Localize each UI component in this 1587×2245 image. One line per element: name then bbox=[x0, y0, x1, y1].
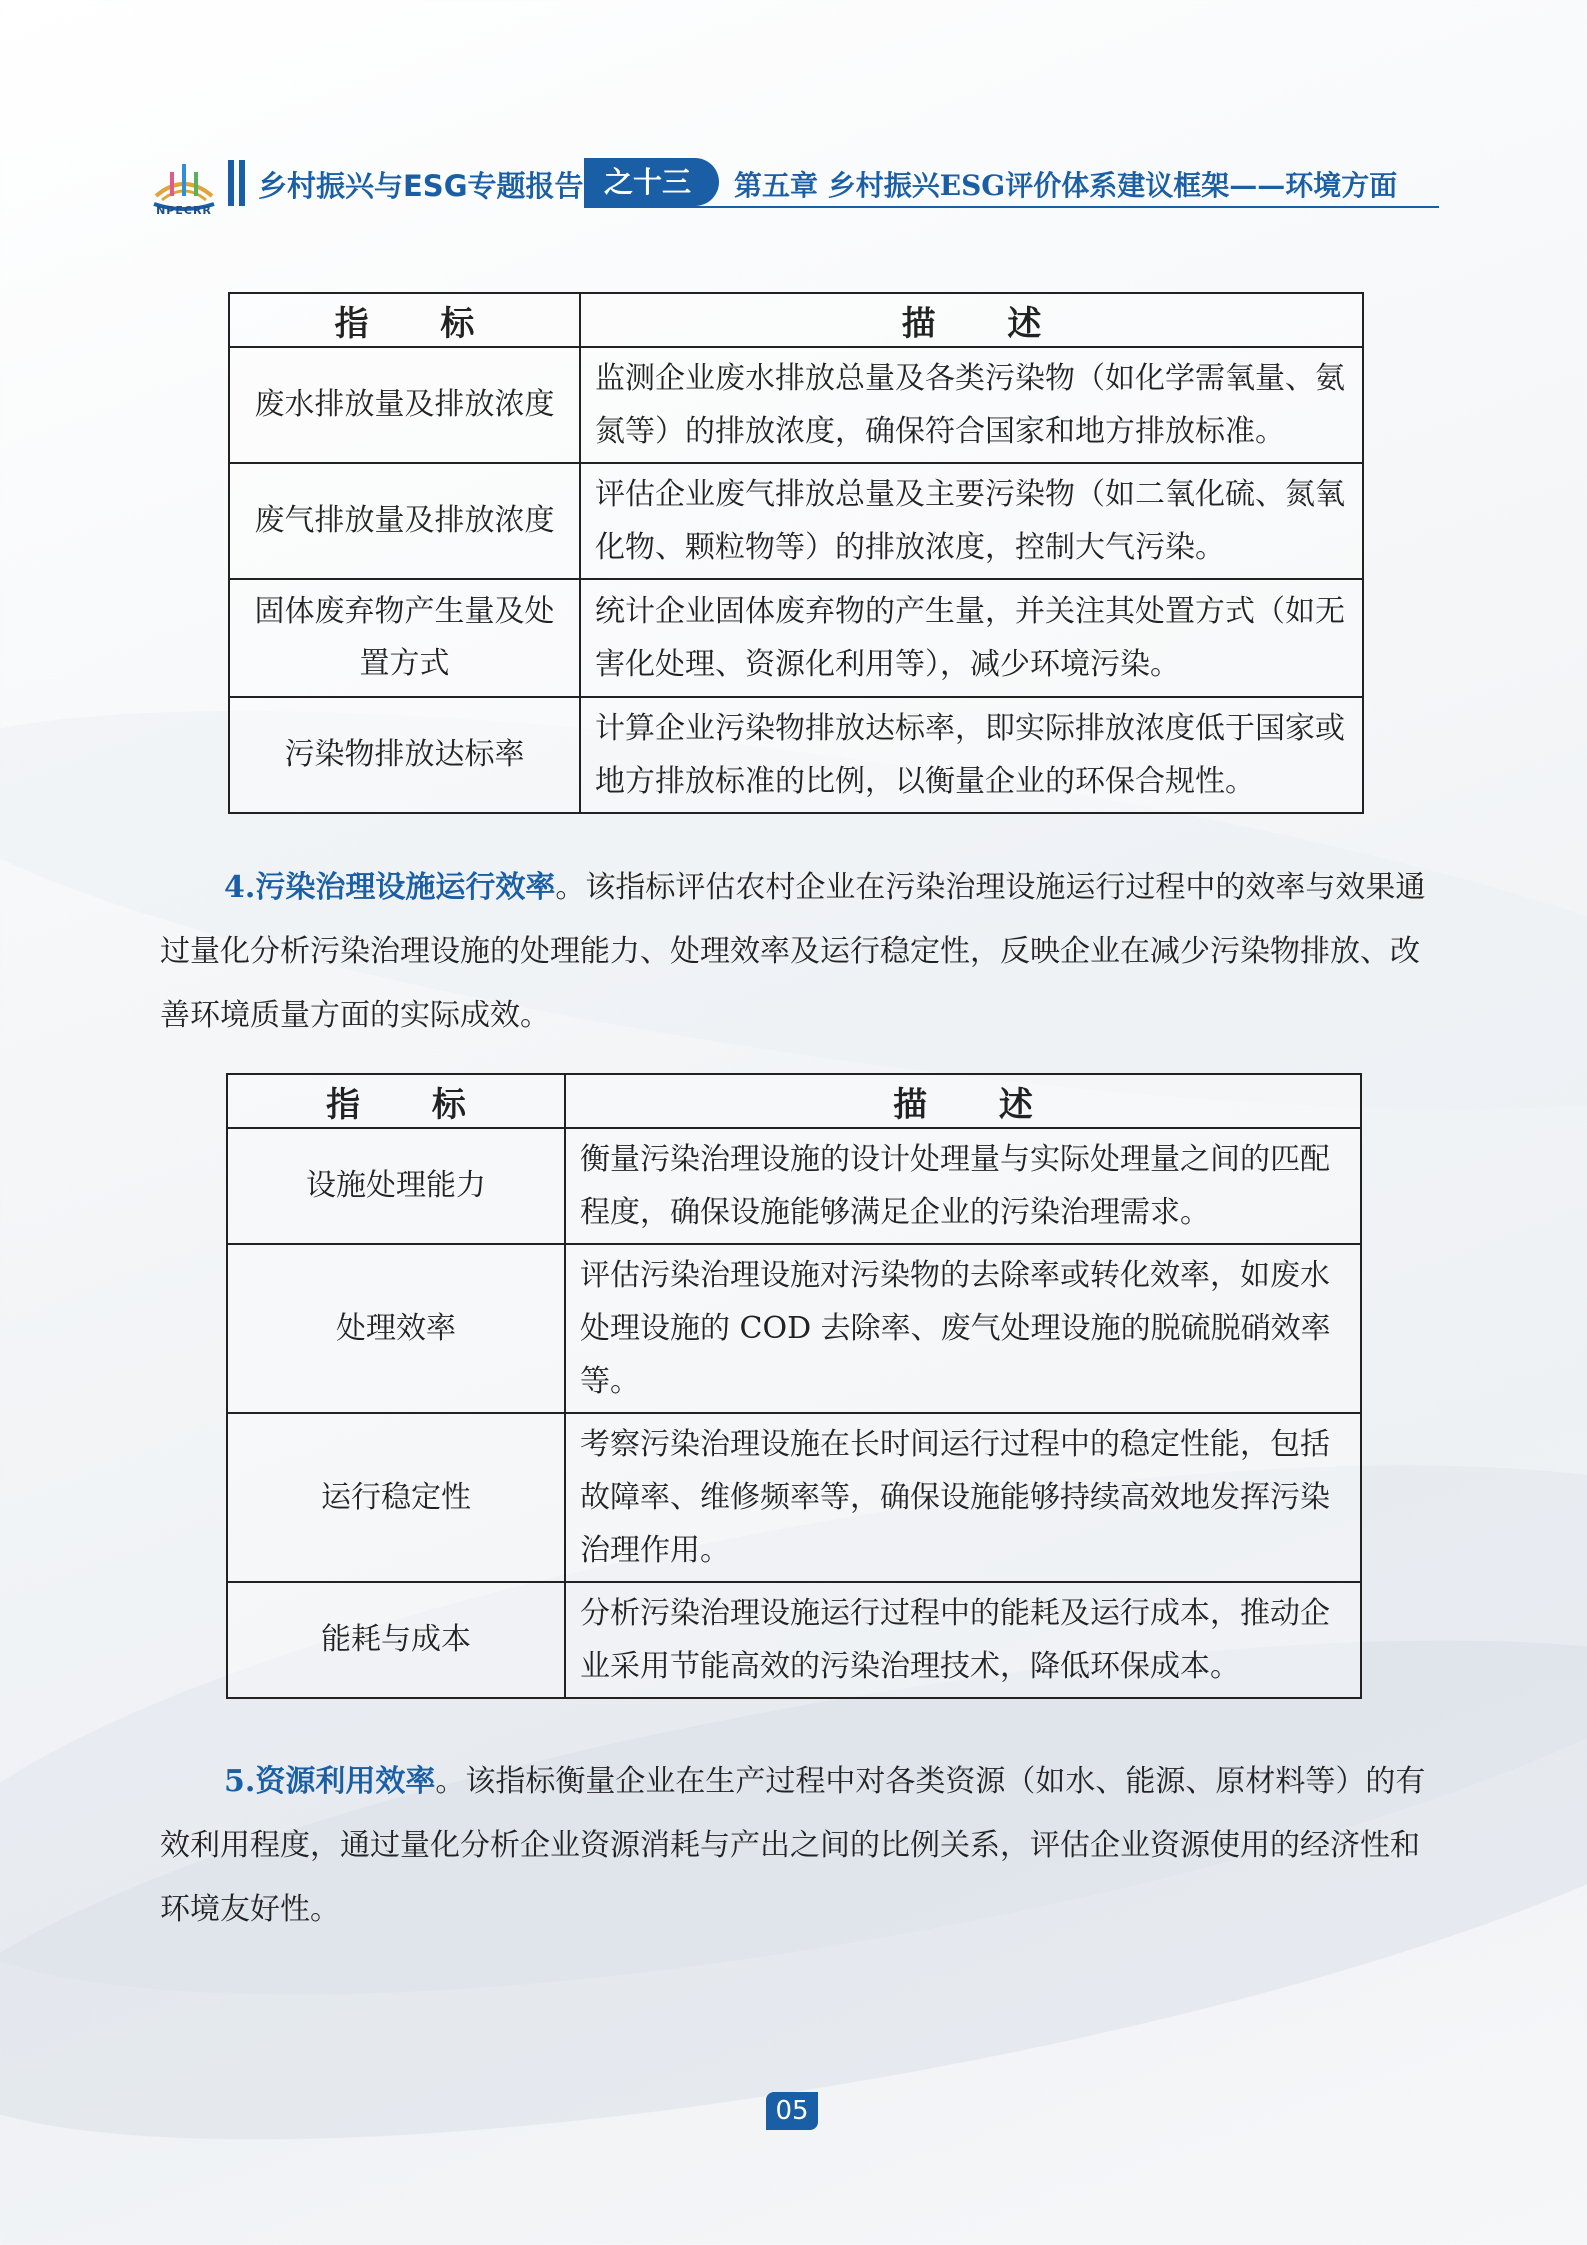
table-row bbox=[227, 1413, 1361, 1582]
header-divider-bar bbox=[239, 160, 245, 206]
indicator-name: 污染物排放达标率 bbox=[229, 697, 580, 813]
table-row bbox=[229, 697, 1363, 813]
table-row bbox=[229, 463, 1363, 579]
series-badge: 之十三 bbox=[584, 158, 719, 206]
indicator-name: 设施处理能力 bbox=[227, 1128, 565, 1244]
page-number: 05 bbox=[766, 2092, 818, 2130]
indicator-name: 废气排放量及排放浓度 bbox=[229, 463, 580, 579]
section-body-text: 。该指标评估农村企业在污染治理设施运行过程中的效率与效果通过量化分析污染治理设施的处理能力、处理效率及运行稳定性，反映企业在减少污染物排放、改善环境质量方面的实际成效。 bbox=[160, 870, 1426, 1033]
indicator-description: 监测企业废水排放总量及各类污染物（如化学需氧量、氨氮等）的排放浓度，确保符合国家和地方排放标准。 bbox=[580, 347, 1363, 463]
column-header-indicator: 指 标 bbox=[229, 293, 580, 347]
header-divider-bar bbox=[228, 160, 234, 206]
indicator-description: 考察污染治理设施在长时间运行过程中的稳定性能，包括故障率、维修频率等，确保设施能够持续高效地发挥污染治理作用。 bbox=[565, 1413, 1361, 1582]
section-paragraph-resource-efficiency bbox=[160, 1750, 1430, 1942]
section-paragraph-pollution-facility bbox=[160, 856, 1430, 1048]
indicator-name: 运行稳定性 bbox=[227, 1413, 565, 1582]
column-header-description: 描 述 bbox=[580, 293, 1363, 347]
facility-efficiency-table bbox=[226, 1073, 1362, 1699]
table-row bbox=[229, 347, 1363, 463]
chapter-title: 第五章 乡村振兴ESG评价体系建议框架——环境方面 bbox=[734, 169, 1398, 202]
table-row bbox=[229, 579, 1363, 697]
section-heading: 5.资源利用效率 bbox=[224, 1764, 436, 1799]
logo-text: NPECRR bbox=[156, 204, 212, 217]
indicator-name: 能耗与成本 bbox=[227, 1582, 565, 1698]
section-body-text: 。该指标衡量企业在生产过程中对各类资源（如水、能源、原材料等）的有效利用程度，通过量化分析企业资源消耗与产出之间的比例关系，评估企业资源使用的经济性和环境友好性。 bbox=[160, 1764, 1426, 1927]
table-header-row bbox=[229, 293, 1363, 347]
indicator-description: 衡量污染治理设施的设计处理量与实际处理量之间的匹配程度，确保设施能够满足企业的污染治理需求。 bbox=[565, 1128, 1361, 1244]
header-underline bbox=[584, 206, 1439, 208]
indicator-description: 统计企业固体废弃物的产生量，并关注其处置方式（如无害化处理、资源化利用等），减少环境污染。 bbox=[580, 579, 1363, 697]
emissions-indicator-table bbox=[228, 292, 1364, 814]
section-heading: 4.污染治理设施运行效率 bbox=[224, 870, 556, 905]
indicator-name: 废水排放量及排放浓度 bbox=[229, 347, 580, 463]
indicator-description: 分析污染治理设施运行过程中的能耗及运行成本，推动企业采用节能高效的污染治理技术，降低环保成本。 bbox=[565, 1582, 1361, 1698]
column-header-indicator: 指 标 bbox=[227, 1074, 565, 1128]
report-title: 乡村振兴与ESG专题报告 bbox=[258, 169, 584, 203]
indicator-description: 评估污染治理设施对污染物的去除率或转化效率，如废水处理设施的 COD 去除率、废气处理设施的脱硫脱硝效率等。 bbox=[565, 1244, 1361, 1413]
table-row bbox=[227, 1582, 1361, 1698]
page-header bbox=[0, 0, 1587, 230]
indicator-description: 评估企业废气排放总量及主要污染物（如二氧化硫、氮氧化物、颗粒物等）的排放浓度，控制大气污染。 bbox=[580, 463, 1363, 579]
table-row bbox=[227, 1244, 1361, 1413]
table-header-row bbox=[227, 1074, 1361, 1128]
table-row bbox=[227, 1128, 1361, 1244]
column-header-description: 描 述 bbox=[565, 1074, 1361, 1128]
indicator-description: 计算企业污染物排放达标率，即实际排放浓度低于国家或地方排放标准的比例，以衡量企业的环保合规性。 bbox=[580, 697, 1363, 813]
indicator-name: 处理效率 bbox=[227, 1244, 565, 1413]
indicator-name: 固体废弃物产生量及处置方式 bbox=[229, 579, 580, 697]
